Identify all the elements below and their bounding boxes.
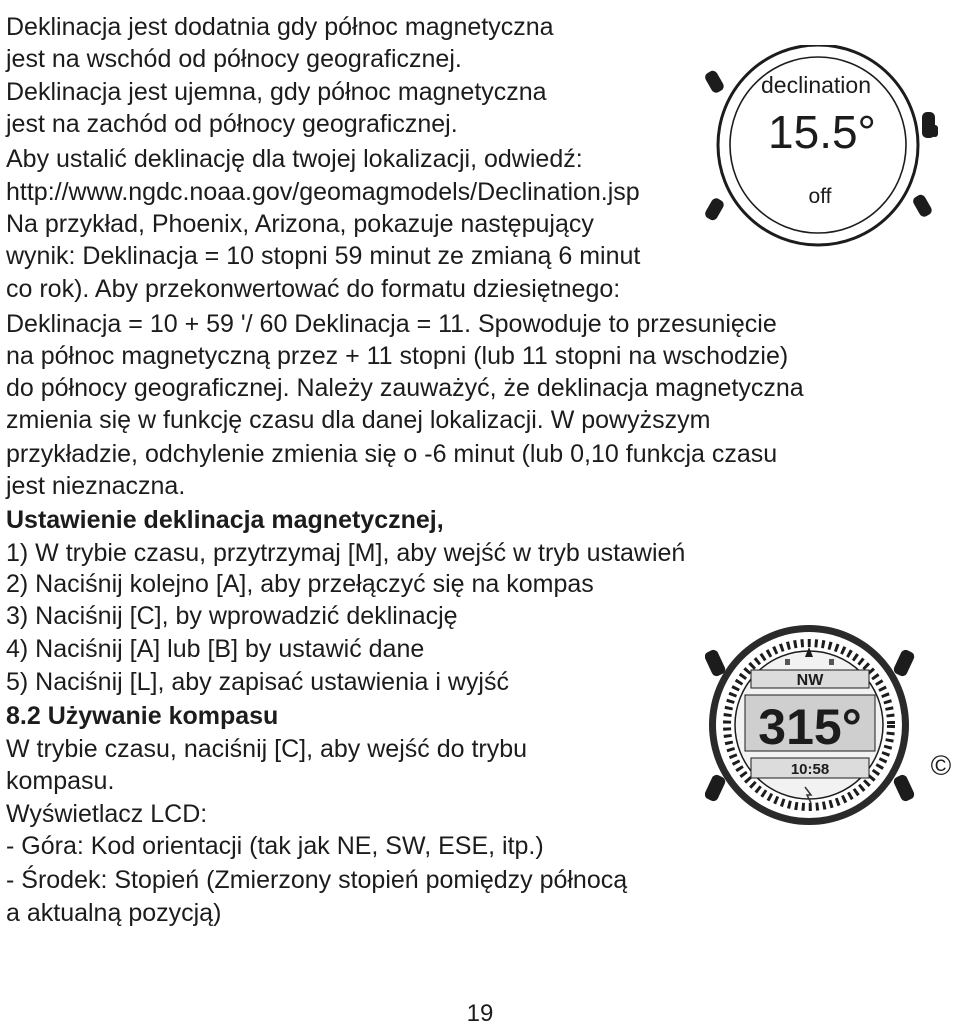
- section-heading: 8.2 Używanie kompasu: [6, 702, 279, 730]
- text-line: W trybie czasu, naciśnij [C], aby wejść do trybu: [6, 735, 528, 763]
- declination-value: 15.5°: [768, 106, 876, 158]
- text-line: co rok). Aby przekonwertować do formatu dziesiętnego:: [6, 275, 621, 303]
- text-line: jest na zachód od północy geograficznej.: [6, 110, 458, 138]
- compass-degrees: 315°: [758, 699, 862, 755]
- compass-watch-illustration: [705, 615, 960, 840]
- list-item: - Środek: Stopień (Zmierzony stopień pomiędzy północą: [6, 866, 628, 894]
- declination-status: off: [808, 185, 832, 208]
- text-line: Aby ustalić deklinację dla twojej lokalizacji, odwiedź:: [6, 145, 583, 173]
- step-item: 2) Naciśnij kolejno [A], aby przełączyć się na kompas: [6, 570, 594, 598]
- list-item: - Góra: Kod orientacji (tak jak NE, SW, ESE, itp.): [6, 832, 544, 860]
- text-line: a aktualną pozycją): [6, 899, 222, 927]
- step-item: 1) W trybie czasu, przytrzymaj [M], aby wejść w tryb ustawień: [6, 539, 686, 567]
- declination-watch-illustration: [690, 45, 958, 250]
- text-line: jest nieznaczna.: [6, 472, 186, 500]
- compass-direction: NW: [796, 672, 824, 689]
- text-line: Deklinacja jest dodatnia gdy północ magnetyczna: [6, 13, 554, 41]
- text-line: do północy geograficznej. Należy zauważyć, że deklinacja magnetyczna: [6, 374, 804, 402]
- text-line: kompasu.: [6, 767, 115, 795]
- text-line: przykładzie, odchylenie zmienia się o -6 minut (lub 0,10 funkcja czasu: [6, 440, 778, 468]
- text-line: na północ magnetyczną przez + 11 stopni (lub 11 stopni na wschodzie): [6, 342, 789, 370]
- text-line: Wyświetlacz LCD:: [6, 800, 208, 828]
- step-item: 3) Naciśnij [C], by wprowadzić deklinację: [6, 602, 458, 630]
- compass-mode-mark: ©: [930, 750, 952, 781]
- text-line: wynik: Deklinacja = 10 stopni 59 minut ze zmianą 6 minut: [6, 242, 641, 270]
- page-number: 19: [466, 1000, 494, 1027]
- section-heading: Ustawienie deklinacja magnetycznej,: [6, 506, 444, 534]
- step-item: 5) Naciśnij [L], aby zapisać ustawienia i wyjść: [6, 668, 509, 696]
- text-line: zmienia się w funkcję czasu dla danej lokalizacji. W powyższym: [6, 406, 711, 434]
- step-item: 4) Naciśnij [A] lub [B] by ustawić dane: [6, 635, 425, 663]
- text-line: jest na wschód od północy geograficznej.: [6, 45, 462, 73]
- text-line: Deklinacja = 10 + 59 '/ 60 Deklinacja = 11. Spowoduje to przesunięcie: [6, 310, 777, 338]
- text-line: Na przykład, Phoenix, Arizona, pokazuje następujący: [6, 210, 594, 238]
- url-line: http://www.ngdc.noaa.gov/geomagmodels/Declination.jsp: [6, 178, 640, 206]
- text-line: Deklinacja jest ujemna, gdy północ magnetyczna: [6, 78, 547, 106]
- declination-label: declination: [761, 72, 871, 98]
- compass-time: 10:58: [790, 761, 830, 778]
